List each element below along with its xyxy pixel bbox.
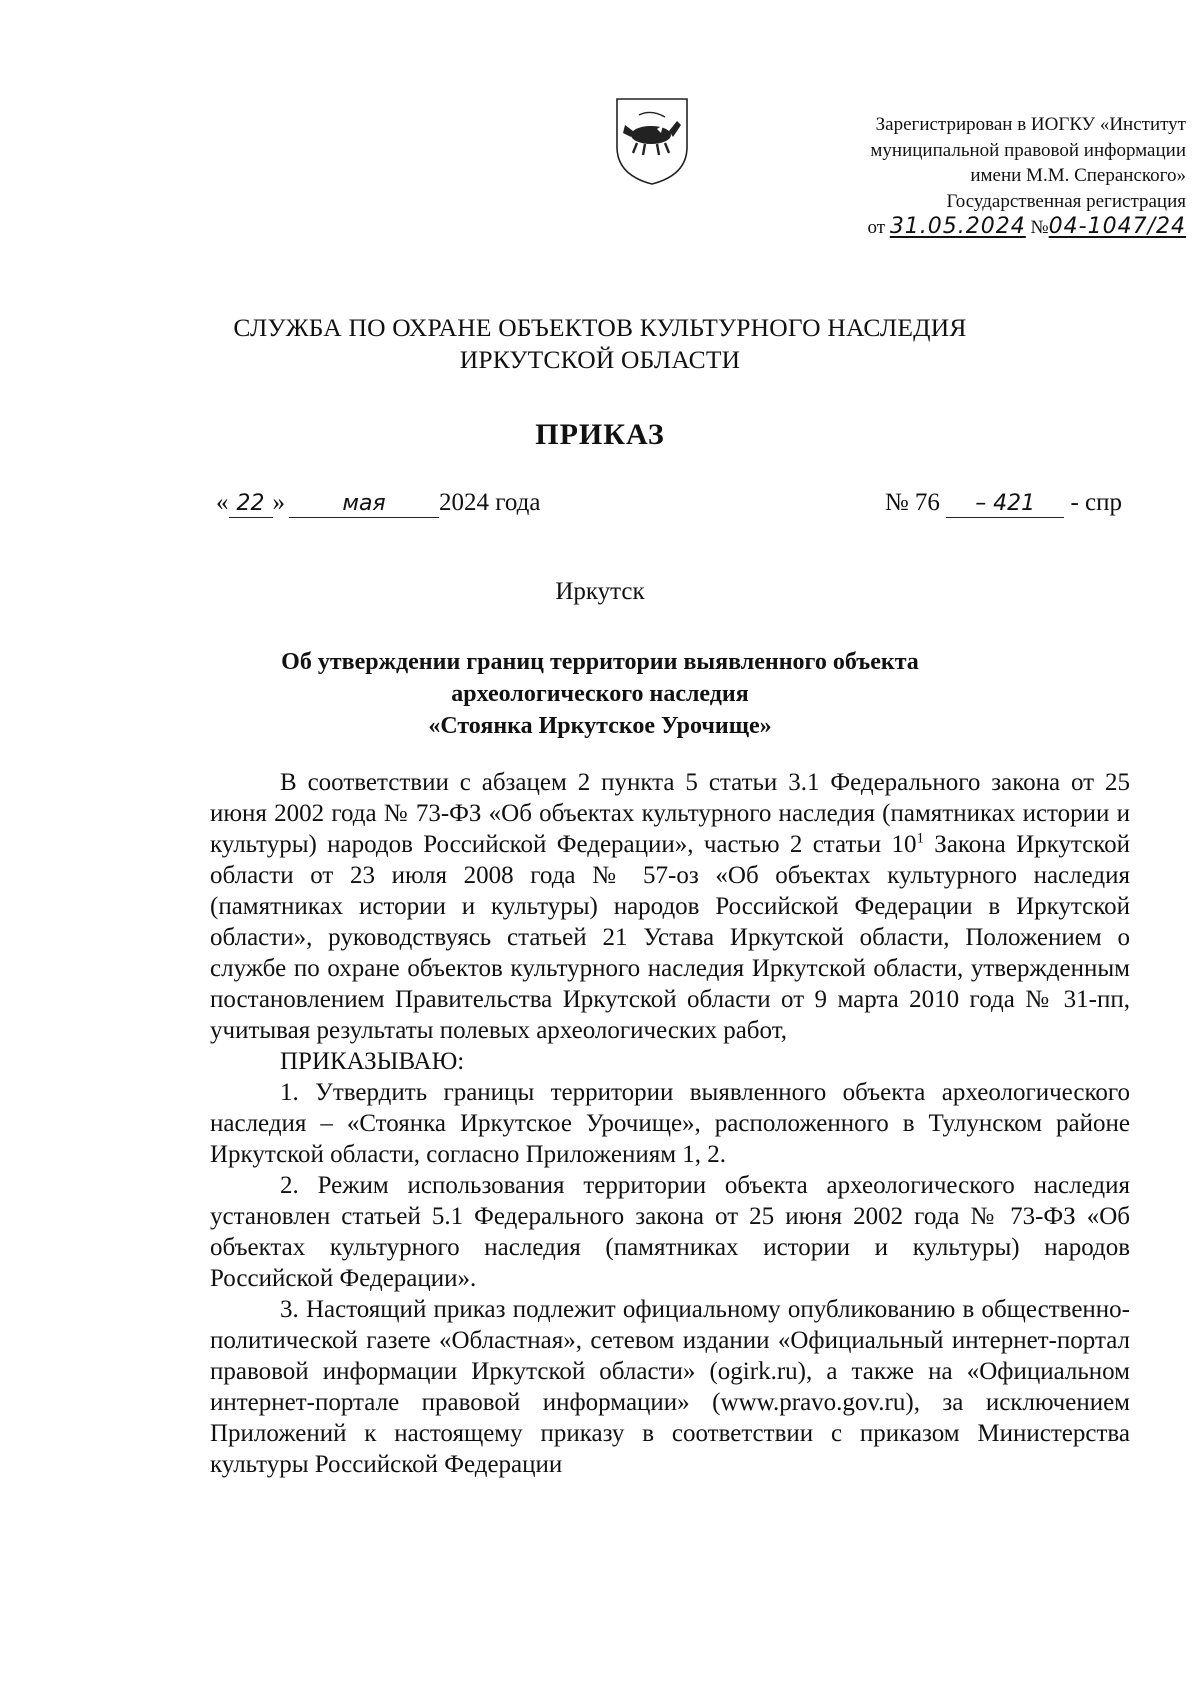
registration-line-1: Зарегистрирован в ИОГКУ «Институт	[875, 114, 1186, 135]
date-open-quote: «	[216, 489, 229, 516]
preamble-text-part-2: Закона Иркутской области от 23 июля 2008 года № 57-оз «Об объектах культурного наследия (памятниках истории и культуры) народов Российской Федерации в Иркутской области», руководствуясь статьей 21 Устава Иркутской области, Положением о службе по охране объектов культурного наследия Иркутской области, утвержденным постановлением Правительства Иркутской области от 9 марта 2010 года № 31-пп, учитывая результаты полевых археологических работ,	[210, 831, 1131, 1044]
preamble-text-part-1: В соответствии с абзацем 2 пункта 5 статьи 3.1 Федерального закона от 25 июня 2002 года № 73-ФЗ «Об объектах культурного наследия (памятниках истории и культуры) народов Российской Федерации», частью 2 статьи 10	[210, 769, 1130, 858]
article-superscript: 1	[916, 830, 924, 847]
order-number	[885, 489, 1122, 518]
registration-number-sign: №	[1030, 217, 1049, 238]
organization-line-2: ИРКУТСКОЙ ОБЛАСТИ	[459, 345, 741, 374]
subject-line-2: археологического наследия	[451, 681, 749, 707]
coat-of-arms-emblem	[611, 95, 693, 187]
organization-name	[180, 312, 1020, 376]
city-name: Иркутск	[555, 578, 645, 605]
subject-line-3: «Стоянка Иркутское Урочище»	[428, 713, 772, 739]
order-body	[210, 767, 1130, 1480]
registration-from-label: от	[867, 217, 886, 238]
organization-line-1: СЛУЖБА ПО ОХРАНЕ ОБЪЕКТОВ КУЛЬТУРНОГО НАСЛЕДИЯ	[233, 313, 967, 342]
order-word: ПРИКАЗЫВАЮ:	[280, 1048, 465, 1075]
order-item-3: 3. Настоящий приказ подлежит официальному опубликованию в общественно-политической газете «Областная», сетевом издании «Официальный интернет-портал правовой информации Иркутской области» (ogirk.ru), а также на «Официальном интернет-портале правовой информации» (www.pravo.gov.ru), за исключением Приложений к настоящему приказу в соответствии с приказом Министерства культуры Российской Федерации	[210, 1296, 1130, 1478]
document-title: ПРИКАЗ	[535, 418, 665, 451]
registration-stamp	[766, 112, 1186, 241]
order-item-1: 1. Утвердить границы территории выявленного объекта археологического наследия – «Стоянка Иркутское Урочище», расположенного в Тулунском районе Иркутской области, согласно Приложениям 1, 2.	[210, 1079, 1130, 1168]
date-close-quote: »	[272, 489, 285, 516]
registration-line-4: Государственная регистрация	[946, 190, 1186, 212]
registration-date-number-line	[766, 214, 1186, 241]
registration-line-2: муниципальной правовой информации	[870, 139, 1186, 161]
date-day-handwritten: 22	[229, 491, 273, 518]
preamble-paragraph	[210, 767, 1130, 1046]
date-month-handwritten: мая	[289, 491, 439, 518]
order-subject	[200, 646, 1000, 742]
number-prefix: № 76	[884, 489, 940, 516]
registration-date-handwritten: 31.05.2024	[889, 214, 1026, 239]
registration-number-handwritten: 04-1047/24	[1048, 214, 1186, 239]
subject-line-1: Об утверждении границ территории выявленного объекта	[281, 649, 919, 675]
number-handwritten: – 421	[946, 491, 1064, 518]
order-item-2: 2. Режим использования территории объекта археологического наследия установлен статьей 5.1 Федерального закона от 25 июня 2002 года № 73-ФЗ «Об объектах культурного наследия (памятниках истории и культуры) народов Российской Федерации».	[210, 1172, 1130, 1292]
order-date	[216, 489, 540, 518]
number-suffix: - спр	[1070, 489, 1122, 516]
registration-line-3: имени М.М. Сперанского»	[970, 165, 1186, 186]
date-year: 2024 года	[439, 489, 541, 516]
